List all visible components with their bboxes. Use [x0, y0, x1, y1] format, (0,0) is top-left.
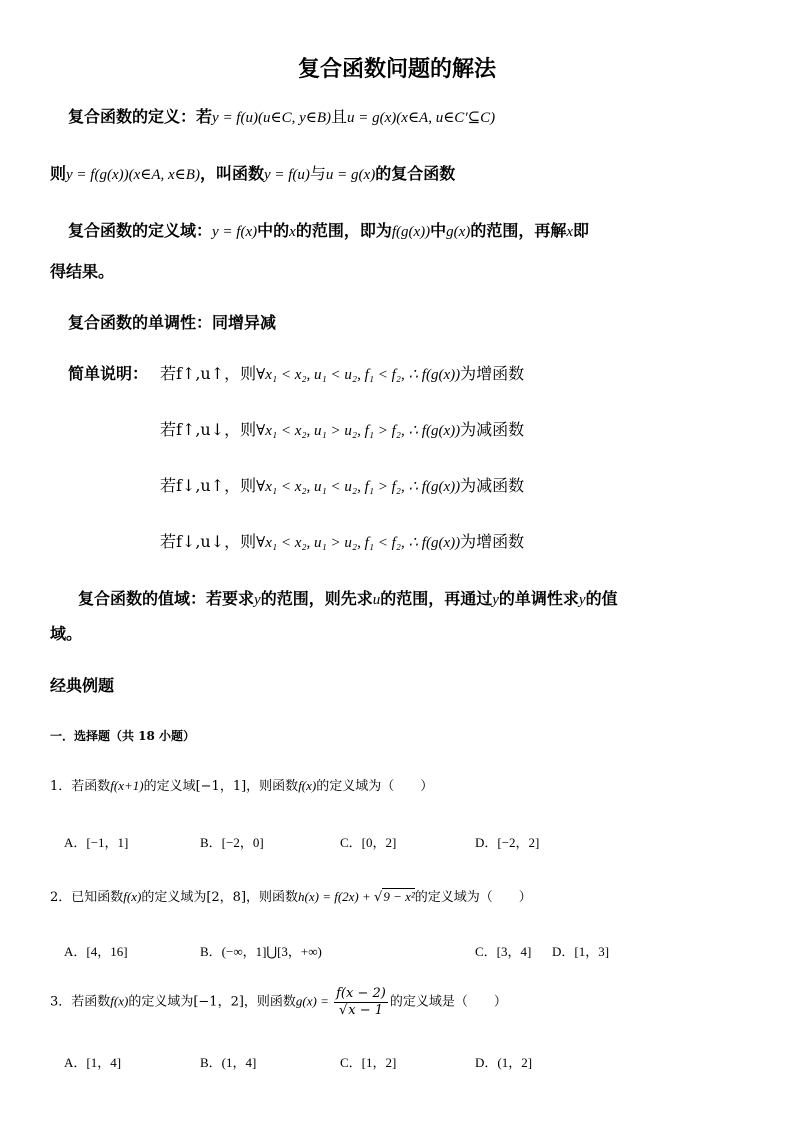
- page-title: 复合函数问题的解法: [297, 56, 496, 82]
- explanation-row: 若f↓,u↓，则∀x₁ < x₂, u₁ > u₂, f₁ < f₂, ∴ f(g(x))为增函数: [160, 532, 525, 551]
- range-line-2: 域。: [50, 624, 83, 643]
- option-d[interactable]: D．[−2，2]: [475, 835, 540, 850]
- option-c[interactable]: C．[3，4]: [475, 944, 532, 959]
- domain-line-2: 得结果。: [50, 262, 115, 281]
- option-b[interactable]: B．(1，4]: [200, 1055, 257, 1070]
- question-2: 2．已知函数f(x)的定义域为[2，8]，则函数h(x) = f(2x) + √9 − x²的定义域为（ ）: [50, 889, 532, 905]
- explanation-row: 若f↓,u↑，则∀x₁ < x₂, u₁ < u₂, f₁ > f₂, ∴ f(g(x))为减函数: [160, 476, 525, 495]
- option-c[interactable]: C．[1，2]: [340, 1055, 397, 1070]
- monotonic-label: 复合函数的单调性：同增异减: [68, 313, 277, 332]
- option-a[interactable]: A．[4，16]: [64, 944, 128, 959]
- option-a[interactable]: A．[1，4]: [64, 1055, 122, 1070]
- definition-line-2: 则y = f(g(x))(x∈A, x∈B)，叫函数y = f(u)与u = g(x)的复合函数: [50, 164, 456, 183]
- section-heading: 一．选择题（共 18 小题）: [50, 729, 196, 743]
- question-3: 3．若函数f(x)的定义域为[−1，2]，则函数g(x) = $\frac{f(x - 2)}{√x - 1}$ 的定义域是（ ）: [50, 986, 507, 1018]
- domain-label: 复合函数的定义域：: [68, 221, 213, 240]
- option-b[interactable]: B．[−2，0]: [200, 835, 264, 850]
- option-d[interactable]: D．(1，2]: [475, 1055, 533, 1070]
- option-a[interactable]: A．[−1，1]: [64, 835, 129, 850]
- explanation-label: 简单说明：: [68, 364, 149, 383]
- definition-label: 复合函数的定义：: [68, 107, 197, 126]
- option-b[interactable]: B．(−∞，1]⋃[3，+∞): [200, 944, 322, 959]
- range-label: 复合函数的值域：: [78, 589, 207, 608]
- option-d[interactable]: D．[1，3]: [552, 944, 610, 959]
- definition-line-1: 复合函数的定义：若y = f(u)(u∈C, y∈B)且u = g(x)(x∈A, u∈C′⊆C): [68, 107, 496, 126]
- explanation-row: 若f↑,u↑，则∀x₁ < x₂, u₁ < u₂, f₁ < f₂, ∴ f(g(x))为增函数: [160, 364, 525, 383]
- explanation-row: 若f↑,u↓，则∀x₁ < x₂, u₁ > u₂, f₁ > f₂, ∴ f(g(x))为减函数: [160, 420, 525, 439]
- question-1: 1．若函数f(x+1)的定义域[−1，1]，则函数f(x)的定义域为（ ）: [50, 778, 434, 794]
- option-c[interactable]: C．[0，2]: [340, 835, 397, 850]
- domain-line-1: 复合函数的定义域：y = f(x)中的x的范围，即为f(g(x))中g(x)的范围，再解x即: [68, 221, 590, 240]
- range-line-1: 复合函数的值域：若要求y的范围，则先求u的范围，再通过y的单调性求y的值: [78, 589, 618, 608]
- examples-heading: 经典例题: [50, 676, 115, 695]
- fraction: $\frac{f(x - 2)}{√x - 1}$: [336, 986, 386, 1018]
